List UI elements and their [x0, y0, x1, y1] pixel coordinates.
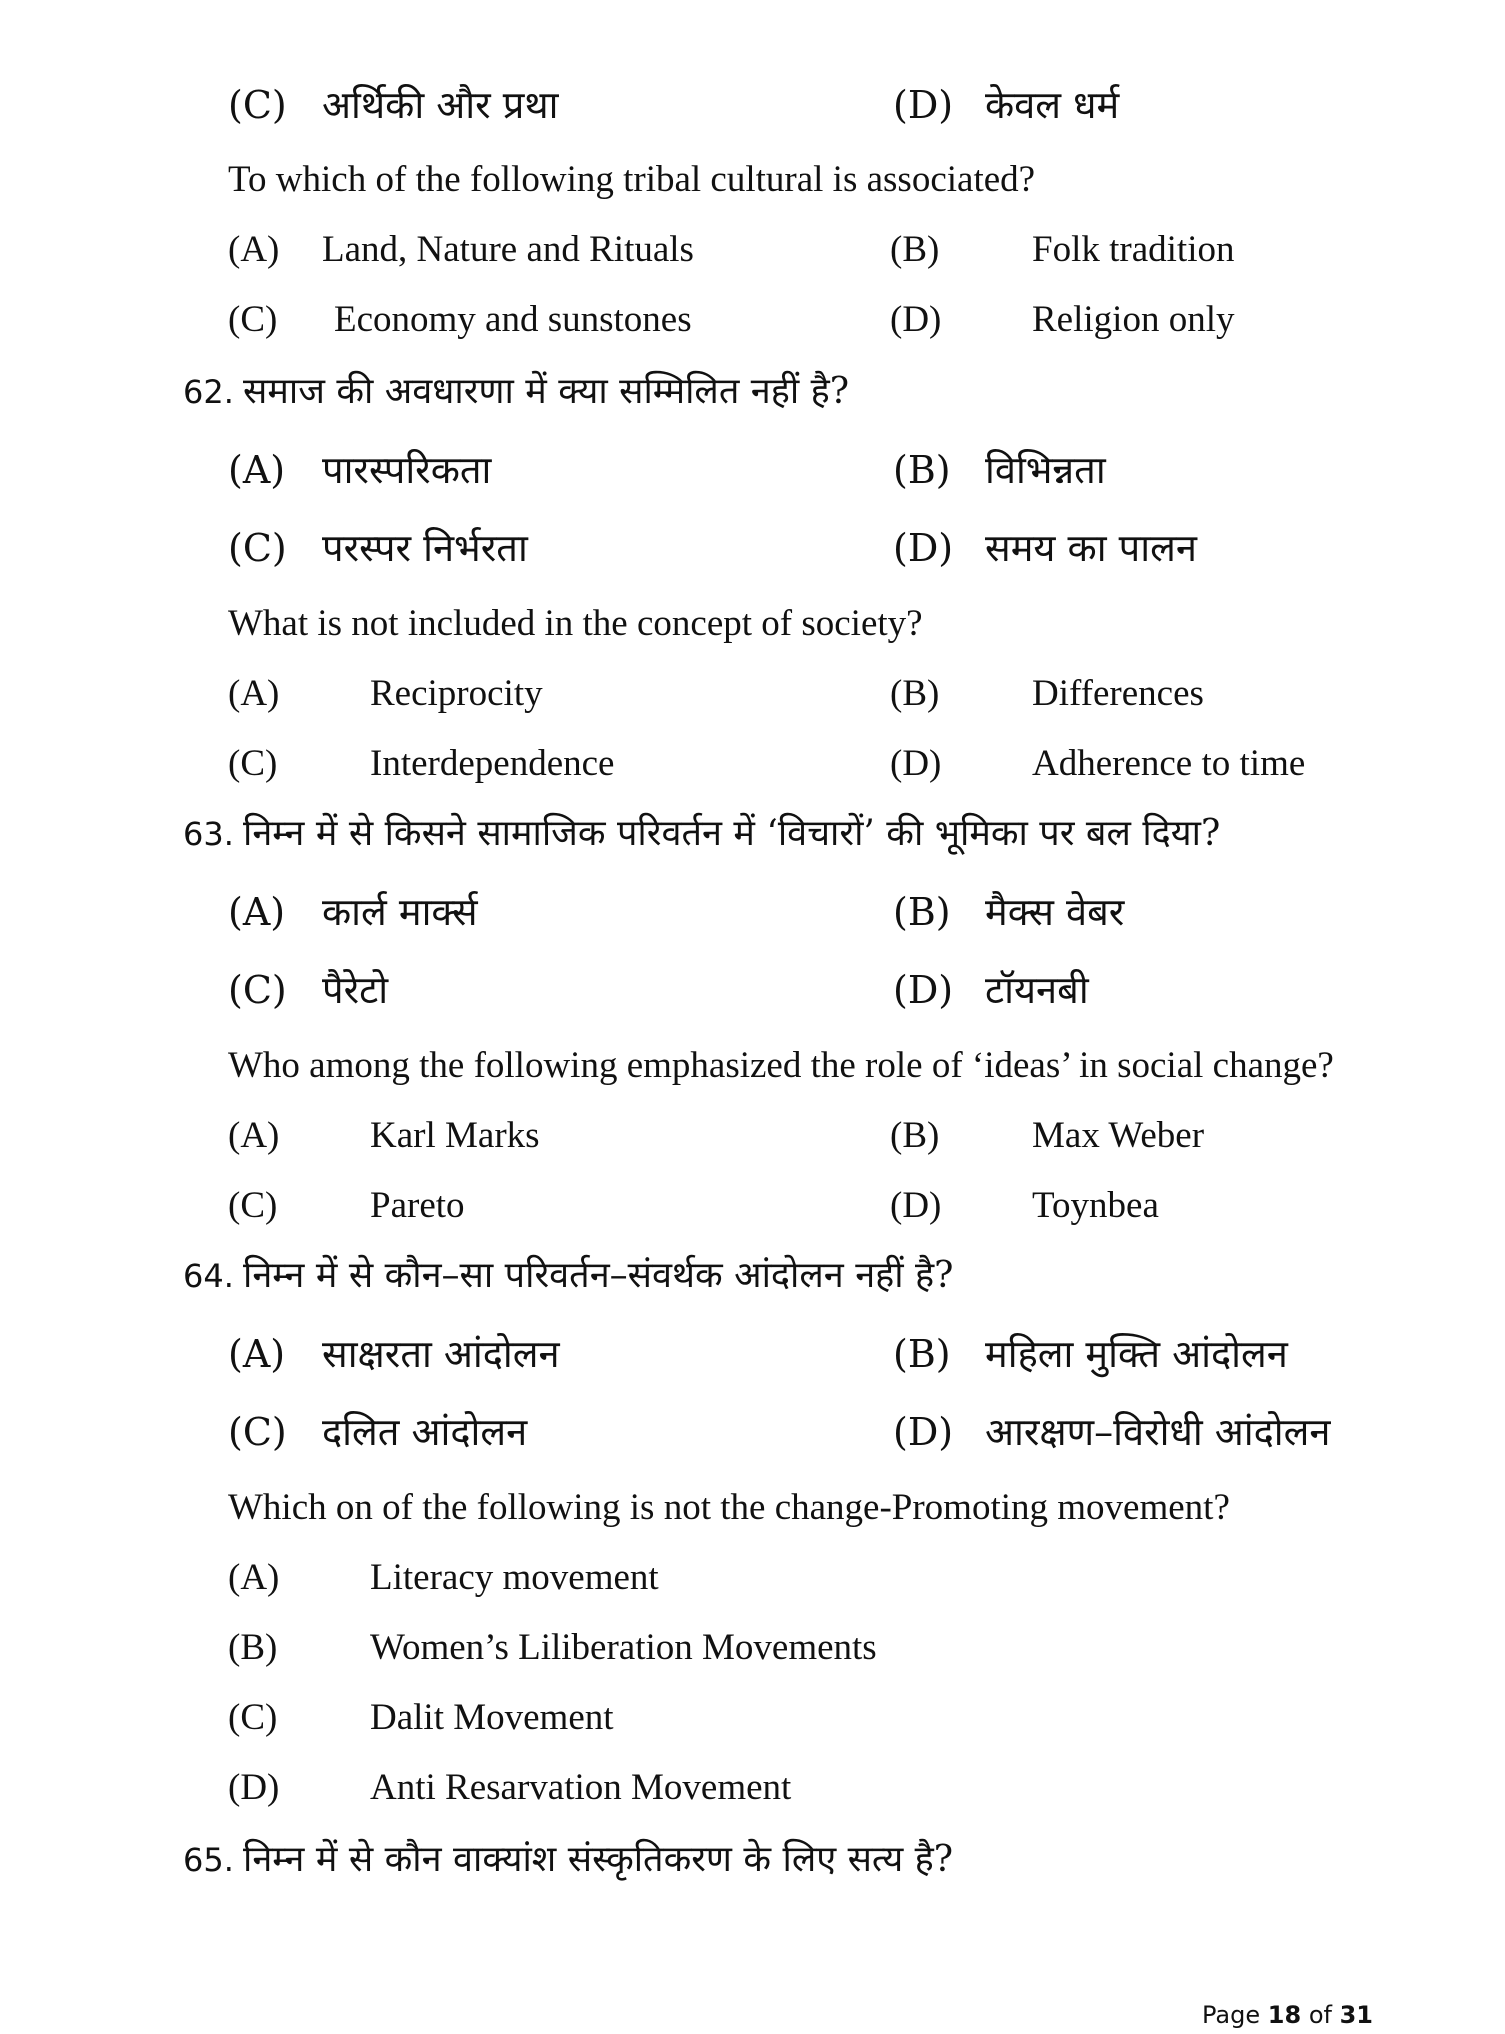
option-letter: (C)	[228, 1697, 278, 1738]
option-text: Max Weber	[1032, 1115, 1205, 1156]
option-row	[0, 290, 1505, 350]
option-row	[0, 882, 1505, 942]
question-text: To which of the following tribal cultural is associated?	[228, 159, 1036, 200]
option-letter: (B)	[893, 448, 951, 492]
question-text: Which on of the following is not the change-Promoting movement?	[228, 1487, 1230, 1528]
option-letter: (B)	[890, 1115, 940, 1156]
option-text: Pareto	[370, 1185, 465, 1226]
question-text-en	[0, 150, 1505, 210]
option-row	[0, 220, 1505, 280]
option-text: साक्षरता आंदोलन	[322, 1332, 560, 1376]
option-row	[0, 1618, 1505, 1678]
option-letter: (A)	[228, 1115, 280, 1156]
question-text: निम्न में से कौन–सा परिवर्तन–संवर्थक आंदोलन नहीं है?	[243, 1255, 954, 1296]
option-letter: (C)	[228, 1410, 287, 1454]
option-text: दलित आंदोलन	[322, 1410, 528, 1454]
question-number: 62.	[183, 373, 234, 411]
option-letter: (B)	[893, 1332, 951, 1376]
option-row	[0, 518, 1505, 578]
option-text: समय का पालन	[985, 526, 1197, 570]
option-text: पारस्परिकता	[322, 448, 492, 492]
option-row	[0, 664, 1505, 724]
option-row	[0, 1758, 1505, 1818]
option-text: Religion only	[1032, 299, 1235, 340]
option-letter: (D)	[893, 968, 954, 1012]
option-row	[0, 1324, 1505, 1384]
total-pages: 31	[1339, 2001, 1373, 2029]
option-letter: (D)	[893, 83, 954, 127]
option-text: केवल धर्म	[985, 83, 1120, 127]
option-text: पैरेटो	[322, 968, 389, 1012]
question-text: निम्न में से कौन वाक्यांश संस्कृतिकरण के लिए सत्य है?	[243, 1839, 954, 1880]
question-text: निम्न में से किसने सामाजिक परिवर्तन में ‘विचारों’ की भूमिका पर बल दिया?	[243, 813, 1221, 854]
question-65-hi	[0, 1830, 1505, 1890]
page-number-footer	[1202, 2000, 1373, 2030]
question-62-hi	[0, 362, 1505, 422]
option-text: विभिन्नता	[985, 448, 1106, 492]
question-64-en	[0, 1478, 1505, 1538]
question-63-hi	[0, 804, 1505, 864]
option-letter: (D)	[228, 1767, 280, 1808]
option-letter: (A)	[228, 673, 280, 714]
option-letter: (A)	[228, 1557, 280, 1598]
option-text: Economy and sunstones	[334, 299, 692, 340]
option-letter: (A)	[228, 448, 286, 492]
option-text: Women’s Liliberation Movements	[370, 1627, 877, 1668]
option-letter: (D)	[890, 299, 942, 340]
option-letter: (D)	[890, 1185, 942, 1226]
option-letter: (C)	[228, 526, 287, 570]
question-number: 64.	[183, 1257, 234, 1295]
option-letter: (B)	[890, 229, 940, 270]
option-row	[0, 1106, 1505, 1166]
option-row	[0, 734, 1505, 794]
option-letter: (C)	[228, 743, 278, 784]
question-number: 65.	[183, 1841, 234, 1879]
option-row	[0, 960, 1505, 1020]
option-text: अर्थिकी और प्रथा	[322, 83, 559, 127]
option-text: Dalit Movement	[370, 1697, 614, 1738]
option-text: Literacy movement	[370, 1557, 659, 1598]
current-page: 18	[1267, 2001, 1302, 2029]
option-letter: (B)	[893, 890, 951, 934]
option-letter: (C)	[228, 299, 278, 340]
question-64-hi	[0, 1246, 1505, 1306]
question-text: Who among the following emphasized the role of ‘ideas’ in social change?	[228, 1045, 1334, 1086]
option-text: आरक्षण–विरोधी आंदोलन	[985, 1410, 1331, 1454]
option-text: Interdependence	[370, 743, 615, 784]
option-text: मैक्स वेबर	[985, 890, 1125, 934]
option-letter: (B)	[228, 1627, 278, 1668]
option-letter: (A)	[228, 890, 286, 934]
option-row	[0, 1548, 1505, 1608]
option-row	[0, 1176, 1505, 1236]
option-text: कार्ल मार्क्स	[322, 890, 478, 934]
option-text: परस्पर निर्भरता	[322, 526, 528, 570]
option-letter: (C)	[228, 968, 287, 1012]
option-letter: (A)	[228, 229, 280, 270]
option-text: Adherence to time	[1032, 743, 1306, 784]
option-letter: (D)	[890, 743, 942, 784]
option-letter: (D)	[893, 1410, 954, 1454]
option-text: Anti Resarvation Movement	[370, 1767, 792, 1808]
option-text: Land, Nature and Rituals	[322, 229, 694, 270]
question-number: 63.	[183, 815, 234, 853]
option-text: महिला मुक्ति आंदोलन	[985, 1332, 1288, 1376]
option-letter: (A)	[228, 1332, 286, 1376]
page-label: Page	[1202, 2001, 1261, 2029]
option-row	[0, 75, 1505, 135]
option-row	[0, 1402, 1505, 1462]
option-row	[0, 440, 1505, 500]
option-text: Karl Marks	[370, 1115, 540, 1156]
option-text: टॉयनबी	[985, 968, 1089, 1012]
question-text: समाज की अवधारणा में क्या सम्मिलित नहीं है?	[243, 371, 850, 412]
option-row	[0, 1688, 1505, 1748]
option-letter: (C)	[228, 83, 287, 127]
question-text: What is not included in the concept of society?	[228, 603, 923, 644]
option-text: Folk tradition	[1032, 229, 1235, 270]
option-letter: (D)	[893, 526, 954, 570]
option-letter: (B)	[890, 673, 940, 714]
question-63-en	[0, 1036, 1505, 1096]
option-text: Differences	[1032, 673, 1204, 714]
option-letter: (C)	[228, 1185, 278, 1226]
of-label: of	[1308, 2001, 1332, 2029]
option-text: Reciprocity	[370, 673, 543, 714]
option-text: Toynbea	[1032, 1185, 1159, 1226]
question-62-en	[0, 594, 1505, 654]
